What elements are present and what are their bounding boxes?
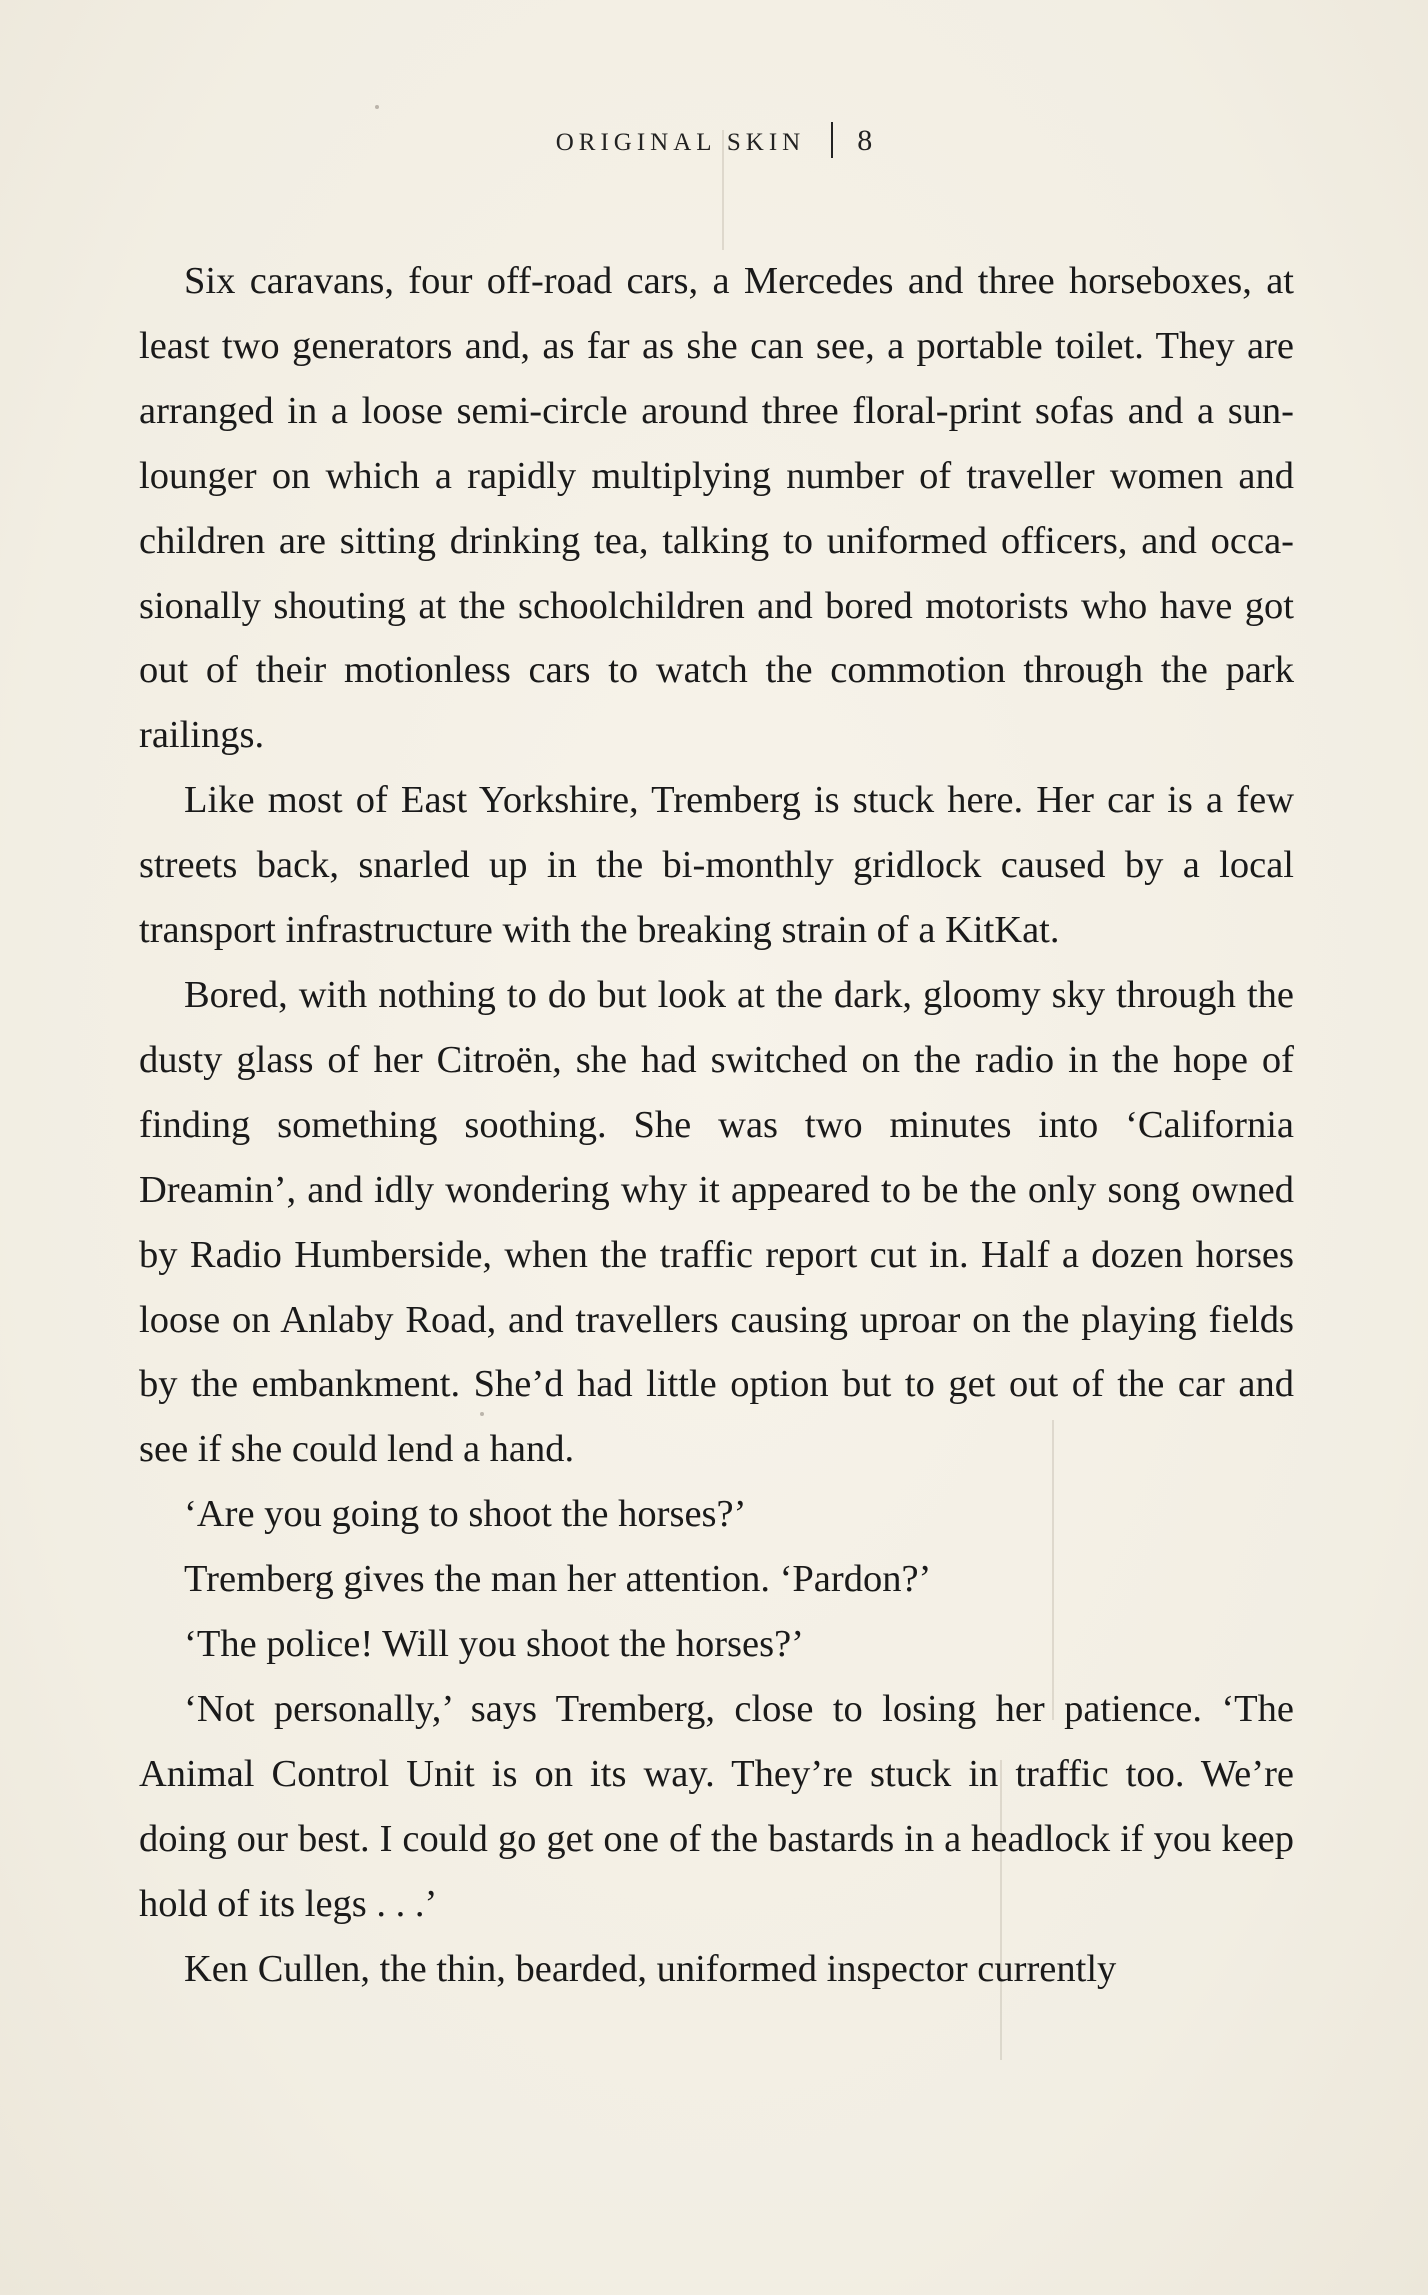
paragraph: Like most of East Yorkshire, Tremberg is stuck here. Her car is a few streets back, snarled up in the bi-monthly gridlock caused by a local transport infrastructure with the breaking strain of a KitKat. bbox=[139, 779, 1294, 952]
header-separator bbox=[831, 122, 833, 158]
book-title: ORIGINAL SKIN bbox=[555, 129, 806, 156]
paper-speck bbox=[375, 105, 379, 109]
paragraph: ‘Are you going to shoot the horses?’ bbox=[184, 1493, 747, 1536]
paragraph: ‘The police! Will you shoot the horses?’ bbox=[184, 1623, 805, 1666]
paragraph: ‘Not personally,’ says Tremberg, close to losing her patience. ‘The Animal Control Unit is on its way. They’re stuck in traffic too. We’re doing our best. I could go get one of the bastards in a headlock if you keep hold of its legs . . .’ bbox=[139, 1687, 1294, 1925]
paragraph: Ken Cullen, the thin, bearded, uniformed inspector currently bbox=[184, 1947, 1117, 1990]
paragraph: Six caravans, four off-road cars, a Mercedes and three horseboxes, at least two generators and, as far as she can see, a portable toilet. They are arranged in a loose semi-circle around three floral-print sofas and a sun-lounger on which a rapidly multiplying number of traveller women and children are sitting drinking tea, talking to uniformed officers, and occasionally shouting at the schoolchildren and bored motorists who have got out of their motionless cars to watch the commotion through the park railings. bbox=[139, 260, 1294, 757]
page-number: 8 bbox=[857, 124, 873, 157]
paragraph: Bored, with nothing to do but look at the dark, gloomy sky through the dusty glass of her Citroën, she had switched on the radio in the hope of finding something soothing. She was two minutes into ‘California Dreamin’, and idly wondering why it appeared to be the only song owned by Radio Humberside, when the traffic report cut in. Half a dozen horses loose on Anlaby Road, and travellers causing uproar on the playing fields by the embankment. She’d had little option but to get out of the car and see if she could lend a hand. bbox=[139, 973, 1294, 1471]
paragraph: Tremberg gives the man her attention. ‘Pardon?’ bbox=[184, 1558, 932, 1601]
body-text bbox=[139, 249, 1294, 2001]
running-header bbox=[0, 122, 1428, 158]
